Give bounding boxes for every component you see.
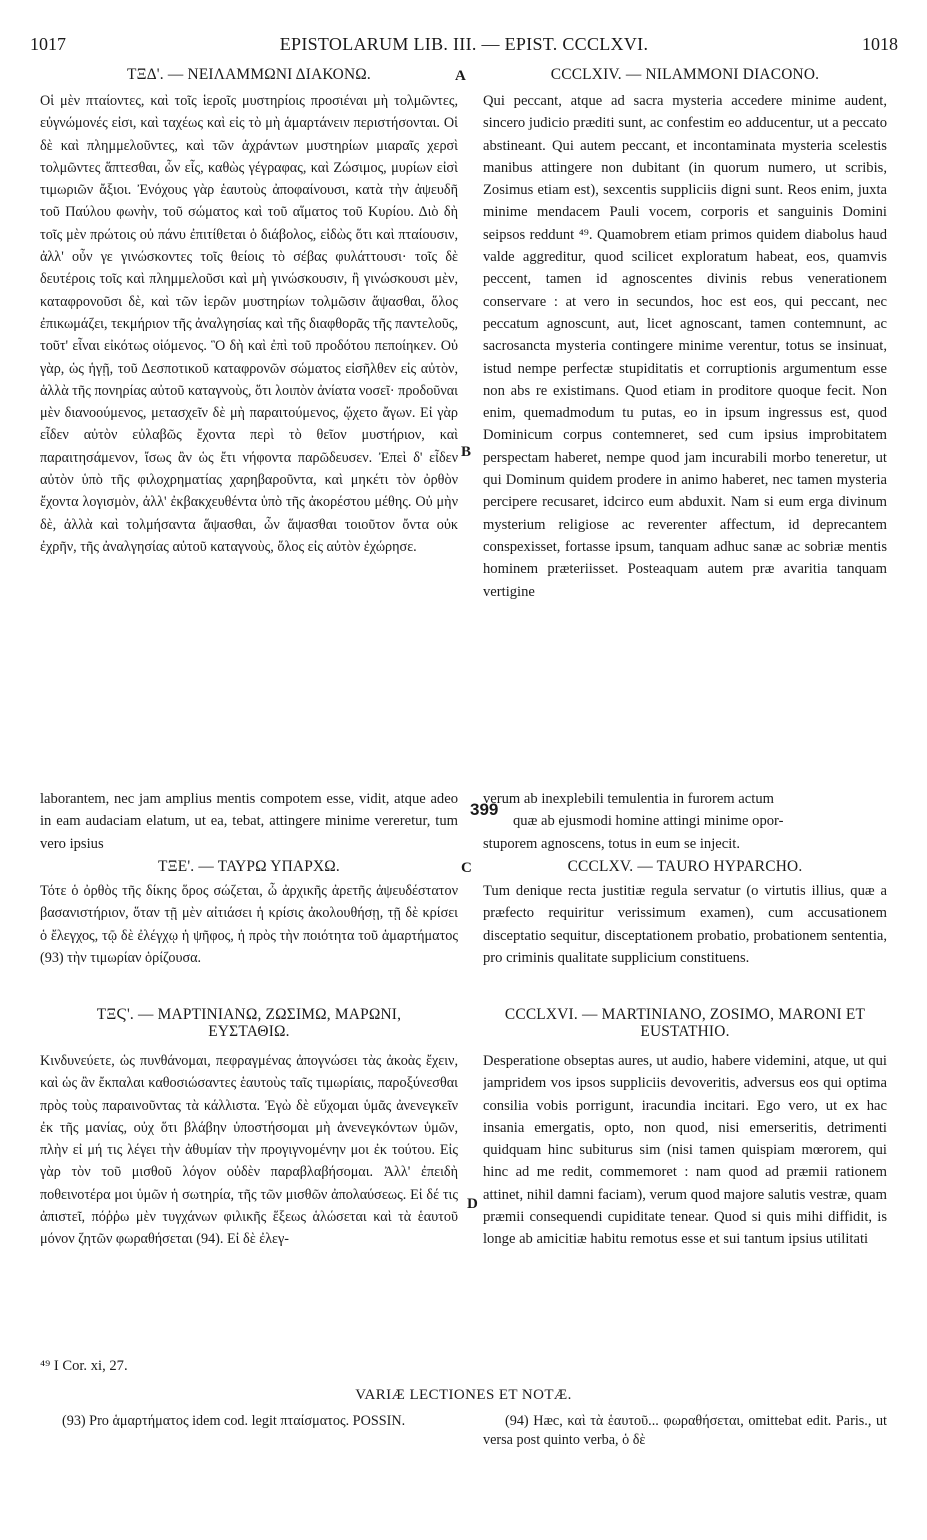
latin-ep364-tail-1: verum ab inexplebili temulentia in furorem actum <box>483 791 774 807</box>
page-number-left: 1017 <box>30 34 66 54</box>
latin-ep365-text: Tum denique recta justitiæ regula servatur (o virtutis illius, quæ a præfecto requiritur verissimum examen), cum accusationem disceptatio sequitur, disceptationem probatio, probationem sententia, pro criminis qualitate supplicium constituens. <box>483 883 887 966</box>
latin-ep364-tail-3: stuporem agnoscens, totus in eum se injecit. <box>483 835 740 852</box>
footnote: ⁴⁹ I Cor. xi, 27. <box>40 1358 128 1374</box>
greek-ep366-heading: ΤΞϚ'. — ΜΑΡΤΙΝΙΑΝΩ, ΖΩΣΙΜΩ, ΜΑΡΩΝΙ, ΕΥΣΤΑΘΙΩ. <box>96 1006 402 1040</box>
latin-ep364-text-block <box>483 90 887 790</box>
greek-ep365-heading: ΤΞΕ'. — ΤΑΥΡΩ ΥΠΑΡΧΩ. <box>158 858 340 875</box>
greek-ep365-text-block <box>40 880 458 992</box>
greek-ep364-heading: ΤΞΔ'. — ΝΕΙΛΑΜΜΩΝΙ ΔΙΑΚΟΝΩ. <box>127 66 371 83</box>
latin-ep365-text-block <box>483 880 887 992</box>
latin-ep364-text: Qui peccant, atque ad sacra mysteria accedere minime audent, sincero judicio præditi sunt, ac confestim eo adducentur, ut a peccato abstineant. Qui autem peccant, et incontaminata mysteria scelestis manibus attingere non dubitant (in quorum numero, ut scribis, Zosimus etiam est), sexcentis suppliciis digni sunt. Reos enim, juxta minime mendacem Pauli vocem, corporis et sanguinis Domini seipsos reddunt ⁴⁹. Quamobrem etiam primos quidem diabolus haud valde aggreditur, quod scilicet exploratum habeat, eos, quamvis peccent, tamen id agnoscentes divinis rebus venerationem conservare : at vero in secundos, hoc est eos, qui peccant, nec peccatum agnoscunt, aut, licet agnoscant, tamen contemnunt, ac sacrosancta mysteria contingere minime verentur, totus se insinuat, istud nempe perfectæ stupiditatis et corruptionis argumentum esse non abs re existimans. Quod etiam in proditore quoque fecit. Non enim, quemadmodum tu putas, eo in ipsum ingressus est, quod Dominicum corpus contemneret, sed cum ipsius improbitatem perspectam haberet, nempe quod jam incurabili morbo teneretur, ut qui Dominum quidem prodere in animo haberet, nec tamen mysteria percipere recusaret, idcirco eum abduxit. Nam si eum erga divinum mysterium religiose ac reverenter affectum, id deprecantem conspexisset, fortasse ipsum, tanquam adhuc sanæ ac sobriæ mentis hominem præteriisset. Posteaquam autem præ avaritia tanquam vertigine <box>483 93 887 600</box>
notes-title: VARIÆ LECTIONES ET NOTÆ. <box>355 1387 572 1403</box>
greek-ep364-text-block <box>40 90 458 790</box>
note-94: (94) Hæc, καὶ τὰ ἑαυτοῦ... φωραθήσεται, omittebat edit. Paris., ut versa post quinto verba, ὁ δὲ <box>483 1413 887 1448</box>
greek-ep366-text-block <box>40 1050 458 1342</box>
margin-letter-b: B <box>461 444 472 460</box>
latin-ep366-text-block <box>483 1050 887 1342</box>
latin-ep364-heading: CCCLXIV. — NILAMMONI DIACONO. <box>550 66 820 83</box>
latin-ep364-tail-2: quæ ab ejusmodi homine attingi minime opor- <box>513 813 784 830</box>
latin-ep365-heading: CCCLXV. — TAURO HYPARCHO. <box>567 858 803 875</box>
latin-ep366-text: Desperatione obseptas aures, ut audio, habere videmini, atque, ut qui jampridem vos ipsos suppliciis devoveritis, adversus eos qui optima consilia vobis porrigunt, iracundia incitari. Ego vero, ut ex hac insania emergatis, opto, non quod, nisi emerseritis, detrimenti quidquam hinc subiturus sim (nisi tamen quispiam mœrorem, qui hinc ad me redit, commemoret : nam quod ad præmii rationem attinet, nihil damni faciam), verum quod majore salutis vestræ, quam præmii consequendi cupiditate tenear. Quod si quis mihi diffidit, is longe ab amicitiæ habitu remotus esse et sui tantum ipsius utilitati <box>483 1053 887 1248</box>
latin-ep364-tail <box>483 788 887 855</box>
latin-ep366-heading: CCCLXVI. — MARTINIANO, ZOSIMO, MARONI ET EUSTATHIO. <box>504 1006 866 1040</box>
running-title: EPISTOLARUM LIB. III. — EPIST. CCCLXVI. <box>279 34 649 54</box>
running-head <box>30 34 898 56</box>
note-93: (93) Pro ἁμαρτήματος idem cod. legit πταίσματος. POSSIN. <box>62 1413 406 1429</box>
greek-ep365-text: Τότε ὁ ὀρθὸς τῆς δίκης ὅρος σώζεται, ὦ ἀρχικῆς ἀρετῆς ἀψευδέστατον βασανιστήριον, ὅταν τῇ μὲν αἰτιάσει ἡ κρίσις ἀκολουθήσῃ, τῇ δὲ κρίσει ὁ ἔλεγχος, τῷ δὲ ἐλέγχῳ ἡ ψῆφος, ἡ πρὸς τὴν ποιότητα τοῦ ἁμαρτήματος (93) τὴν τιμωρίαν ὁρίζουσα. <box>40 883 458 966</box>
margin-letter-a: A <box>455 68 466 84</box>
latin-continuation-block <box>40 788 458 854</box>
latin-continuation-text: laborantem, nec jam amplius mentis compotem esse, vidit, atque adeo in eam audaciam elatum, ut ea, tebat, attingere minime vereretur, tum vero ipsius <box>40 791 458 852</box>
margin-letter-c: C <box>461 860 472 876</box>
margin-letter-d: D <box>467 1196 478 1212</box>
inline-page-number: 399 <box>470 800 499 819</box>
greek-ep364-text: Οἱ μὲν πταίοντες, καὶ τοῖς ἱεροῖς μυστηρίοις προσιέναι μὴ τολμῶντες, εὐγνώμονές εἰσι, καὶ ταχέως καὶ εἰς τὸ μὴ ἁμαρτάνειν περιστήσονται. Οἱ δὲ καὶ πλημμελοῦντες, καὶ τῶν ἀχράντων μυστηρίων μιαραῖς χερσὶ τολμῶντες ἅπτεσθαι, ὧν εἷς, καθὼς γέγραφας, καὶ Ζώσιμος, μυρίων εἰσὶ τιμωριῶν ἄξιοι. Ἐνόχους γὰρ ἑαυτοὺς ἀποφαίνουσι, κατὰ τὴν ἀψευδῆ τοῦ Παύλου φωνὴν, τοῦ σώματος καὶ τοῦ αἵματος τοῦ Κυρίου. Διὸ δὴ τοῖς μὲν πρώτοις οὐ πάνυ ἐπιτίθεται ὁ διάβολος, εἰδὼς ὅτι καὶ πταίουσιν, ἀλλ' οὖν γε γινώσκοντες τοῖς θείοις τὸ σέβας φυλάττουσι· τοῖς δὲ δευτέροις τοῖς καὶ πλημμελοῦσι καὶ μὴ γινώσκουσιν, ἢ γινώσκουσι μὲν, καταφρονοῦσι δὲ, καὶ τῶν ἱερῶν μυστηρίων τολμῶσιν ἅψασθαι, ὅλος ἐπικωμάζει, τεκμήριον τῆς ἀναλγησίας καὶ τῆς διαφθορᾶς τῆς παντελοῦς, τοῦτ' εἶναι εἰκότως οἰόμενος. Ὃ δὴ καὶ ἐπὶ τοῦ προδότου πεποίηκεν. Οὐ γὰρ, ὡς ἡγῇ, τοῦ Δεσποτικοῦ καταφρονῶν σώματος εἰσῆλθεν εἰς αὐτὸν, ἀλλὰ τῆς πονηρίας αὐτοῦ καταγνοὺς, ὅτι λοιπὸν ἀνίατα νοσεῖ· προδοῦναι μὲν διανοούμενος, μετασχεῖν δὲ μὴ παραιτούμενος, ᾤχετο ἄγων. Εἰ γὰρ εἶδεν αὐτὸν εὐλαβῶς ἔχοντα περὶ τὸ θεῖον μυστήριον, καὶ παραιτησάμενον, ἴσως ἂν ὡς ἔτι νήφοντα παρῶδευσεν. Ἐπεὶ δ' εἶδεν αὐτὸν ὑπὸ τῆς φιλοχρηματίας χαρηβαροῦντα, καὶ μηκέτι τὸν ὀρθὸν ἔχοντα λογισμὸν, ἀλλ' ἐκβακχευθέντα ὑπὸ τῆς ἀκορέστου μέθης. Οὐ μὴν δὲ, ἀλλὰ καὶ τολμήσαντα ἅψασθαι, ὧν ἅψασθαι τοιοῦτον ὄντα οὐκ ἐχρῆν, τῆς ἀναλγησίας αὐτοῦ καταγνοὺς, ὅλος εἰς αὐτὸν ἐχώρησε. <box>40 93 458 555</box>
page-number-right: 1018 <box>862 34 898 54</box>
greek-ep366-text: Κινδυνεύετε, ὡς πυνθάνομαι, πεφραγμένας ἀπογνώσει τὰς ἀκοὰς ἔχειν, καὶ ὡς ἂν ἔκπαλαι καθοσιώσαντες ἑαυτοὺς ταῖς τιμωρίαις, παροξύνεσθαι πρὸς τοὺς παραινοῦντας τὰ κάλλιστα. Ἐγὼ δὲ εὔχομαι ὑμᾶς ἀνενεγκεῖν ἐκ τῆς μανίας, οὐχ ὅτι βλάβην ὑποστήσομαι μὴ ἀνενεγκόντων ὑμῶν, πλὴν εἰ μή τις λέγει τὴν ἀθυμίαν τὴν προγιγνομένην μοι ἐκ τούτου. Εἰς γὰρ τὸν τοῦ μισθοῦ λόγον οὐδὲν παραβλαβήσομαι. Ἀλλ' ἐπειδὴ ποθεινοτέρα μοι ὑμῶν ἡ σωτηρία, τῆς τῶν μισθῶν ἀπολαύσεως. Εἰ δέ τις ἀπιστεῖ, πόῤῥω μὲν τυγχάνων φιλικῆς ἕξεως ἁλώσεται καὶ τὰ ἑαυτοῦ μόνον ζητῶν φωραθήσεται (94). Εἰ δὲ ἐλεγ- <box>40 1053 458 1248</box>
